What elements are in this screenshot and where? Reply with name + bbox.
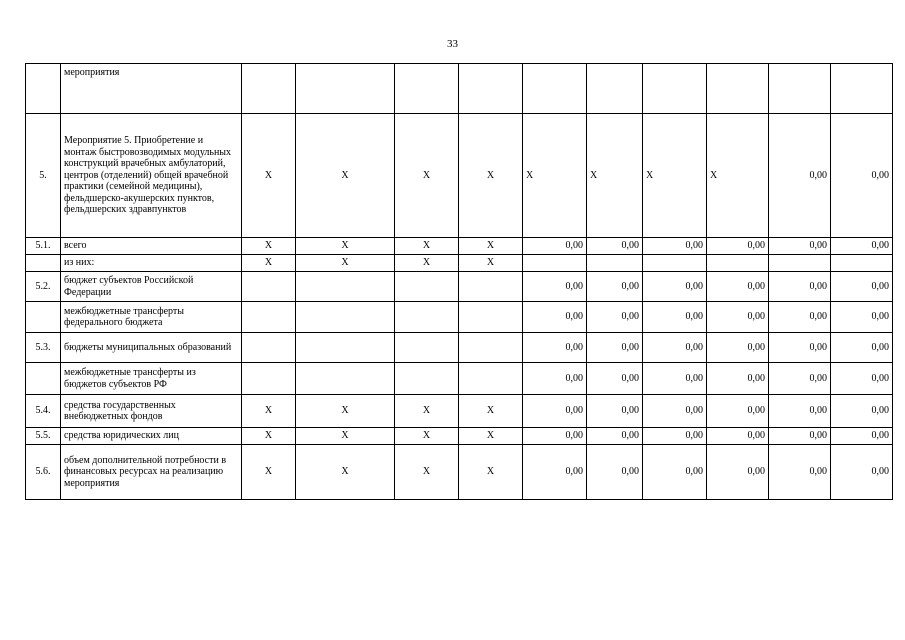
value-cell: 0,00 (769, 114, 831, 238)
value-cell (707, 255, 769, 272)
value-cell: 0,00 (769, 445, 831, 500)
row-description: средства государственных внебюджетных фондов (61, 395, 242, 428)
value-cell: 0,00 (707, 363, 769, 395)
value-cell (587, 64, 643, 114)
value-cell: 0,00 (643, 238, 707, 255)
x-cell (395, 64, 459, 114)
x-cell (395, 363, 459, 395)
x-cell (459, 64, 523, 114)
x-cell (242, 333, 296, 363)
value-cell (643, 255, 707, 272)
value-cell: 0,00 (643, 395, 707, 428)
value-cell: 0,00 (707, 428, 769, 445)
x-cell: Х (395, 238, 459, 255)
x-cell: Х (459, 238, 523, 255)
value-cell: 0,00 (707, 272, 769, 302)
x-cell: Х (395, 114, 459, 238)
x-cell (296, 272, 395, 302)
row-description: межбюджетные трансферты федерального бюджета (61, 302, 242, 333)
value-cell: 0,00 (769, 395, 831, 428)
x-cell: Х (296, 395, 395, 428)
value-cell: 0,00 (523, 302, 587, 333)
x-cell: Х (459, 114, 523, 238)
row-number (26, 363, 61, 395)
value-cell: 0,00 (587, 363, 643, 395)
value-cell: 0,00 (831, 363, 893, 395)
value-cell: 0,00 (587, 333, 643, 363)
x-cell: Х (395, 428, 459, 445)
value-cell: 0,00 (831, 395, 893, 428)
x-cell: Х (296, 255, 395, 272)
x-cell: Х (242, 395, 296, 428)
table-row (26, 333, 893, 363)
value-cell: 0,00 (587, 302, 643, 333)
x-cell (296, 333, 395, 363)
value-cell: 0,00 (523, 238, 587, 255)
value-cell: 0,00 (831, 114, 893, 238)
value-cell: 0,00 (523, 445, 587, 500)
value-cell: 0,00 (769, 333, 831, 363)
value-cell: 0,00 (587, 272, 643, 302)
row-description: межбюджетные трансферты из бюджетов субъектов РФ (61, 363, 242, 395)
x-cell (459, 302, 523, 333)
value-cell: 0,00 (831, 302, 893, 333)
value-cell: 0,00 (523, 395, 587, 428)
row-number (26, 255, 61, 272)
value-cell: 0,00 (587, 445, 643, 500)
x-cell: Х (459, 395, 523, 428)
value-cell: 0,00 (707, 238, 769, 255)
value-cell (831, 64, 893, 114)
x-cell (395, 333, 459, 363)
value-cell (769, 64, 831, 114)
row-description: средства юридических лиц (61, 428, 242, 445)
row-description: из них: (61, 255, 242, 272)
table-row (26, 363, 893, 395)
x-cell (395, 302, 459, 333)
value-cell: 0,00 (643, 333, 707, 363)
row-description: бюджеты муниципальных образований (61, 333, 242, 363)
x-cell (296, 64, 395, 114)
value-cell: 0,00 (707, 333, 769, 363)
x-cell: Х (296, 238, 395, 255)
row-number: 5.6. (26, 445, 61, 500)
table-row (26, 114, 893, 238)
table-row (26, 395, 893, 428)
table-row (26, 428, 893, 445)
x-cell (296, 302, 395, 333)
x-cell: Х (395, 255, 459, 272)
x-cell: Х (242, 114, 296, 238)
value-cell: 0,00 (523, 363, 587, 395)
value-cell: 0,00 (769, 272, 831, 302)
row-number (26, 302, 61, 333)
financing-table (25, 63, 893, 500)
row-number (26, 64, 61, 114)
table-row (26, 272, 893, 302)
table-row (26, 238, 893, 255)
table-row (26, 255, 893, 272)
value-cell: 0,00 (707, 445, 769, 500)
x-cell (459, 333, 523, 363)
row-description: бюджет субъектов Российской Федерации (61, 272, 242, 302)
value-cell: 0,00 (769, 238, 831, 255)
x-cell (242, 272, 296, 302)
row-number: 5.3. (26, 333, 61, 363)
value-cell (831, 255, 893, 272)
value-cell: 0,00 (587, 428, 643, 445)
row-number: 5.2. (26, 272, 61, 302)
row-number: 5. (26, 114, 61, 238)
value-cell: 0,00 (831, 238, 893, 255)
row-description: всего (61, 238, 242, 255)
value-cell: 0,00 (643, 445, 707, 500)
value-cell: Х (523, 114, 587, 238)
value-cell: 0,00 (523, 272, 587, 302)
value-cell: 0,00 (831, 333, 893, 363)
value-cell: 0,00 (643, 272, 707, 302)
value-cell (643, 64, 707, 114)
value-cell (523, 64, 587, 114)
value-cell (523, 255, 587, 272)
x-cell: Х (395, 445, 459, 500)
x-cell (242, 363, 296, 395)
row-number: 5.1. (26, 238, 61, 255)
value-cell: 0,00 (707, 302, 769, 333)
value-cell: Х (643, 114, 707, 238)
x-cell: Х (296, 114, 395, 238)
table-row (26, 445, 893, 500)
value-cell: 0,00 (587, 395, 643, 428)
x-cell (459, 363, 523, 395)
value-cell (769, 255, 831, 272)
x-cell: Х (242, 428, 296, 445)
value-cell: 0,00 (523, 333, 587, 363)
value-cell: Х (587, 114, 643, 238)
x-cell (242, 64, 296, 114)
x-cell (395, 272, 459, 302)
x-cell: Х (242, 238, 296, 255)
value-cell: 0,00 (769, 302, 831, 333)
x-cell: Х (459, 255, 523, 272)
value-cell (587, 255, 643, 272)
x-cell: Х (395, 395, 459, 428)
value-cell: 0,00 (707, 395, 769, 428)
x-cell: Х (242, 445, 296, 500)
row-description: мероприятия (61, 64, 242, 114)
value-cell: 0,00 (643, 363, 707, 395)
x-cell: Х (459, 428, 523, 445)
value-cell: 0,00 (831, 445, 893, 500)
value-cell: 0,00 (643, 428, 707, 445)
value-cell (707, 64, 769, 114)
table-row (26, 302, 893, 333)
x-cell (242, 302, 296, 333)
x-cell: Х (296, 445, 395, 500)
row-description: объем дополнительной потребности в финансовых ресурсах на реализацию мероприятия (61, 445, 242, 500)
row-number: 5.4. (26, 395, 61, 428)
value-cell: 0,00 (831, 272, 893, 302)
row-description: Мероприятие 5. Приобретение и монтаж быстровозводимых модульных конструкций врачебных амбулаторий, центров (отделений) общей врачебной практики (семейной медицины), фельдшерско-акушерских пунктов, фельдшерских здравпунктов (61, 114, 242, 238)
value-cell: 0,00 (643, 302, 707, 333)
x-cell (459, 272, 523, 302)
value-cell: 0,00 (587, 238, 643, 255)
x-cell: Х (242, 255, 296, 272)
value-cell: 0,00 (769, 428, 831, 445)
value-cell: 0,00 (769, 363, 831, 395)
x-cell: Х (296, 428, 395, 445)
page-number: 33 (447, 38, 458, 50)
x-cell (296, 363, 395, 395)
x-cell: Х (459, 445, 523, 500)
value-cell: 0,00 (831, 428, 893, 445)
row-number: 5.5. (26, 428, 61, 445)
value-cell: 0,00 (523, 428, 587, 445)
table-row (26, 64, 893, 114)
value-cell: Х (707, 114, 769, 238)
